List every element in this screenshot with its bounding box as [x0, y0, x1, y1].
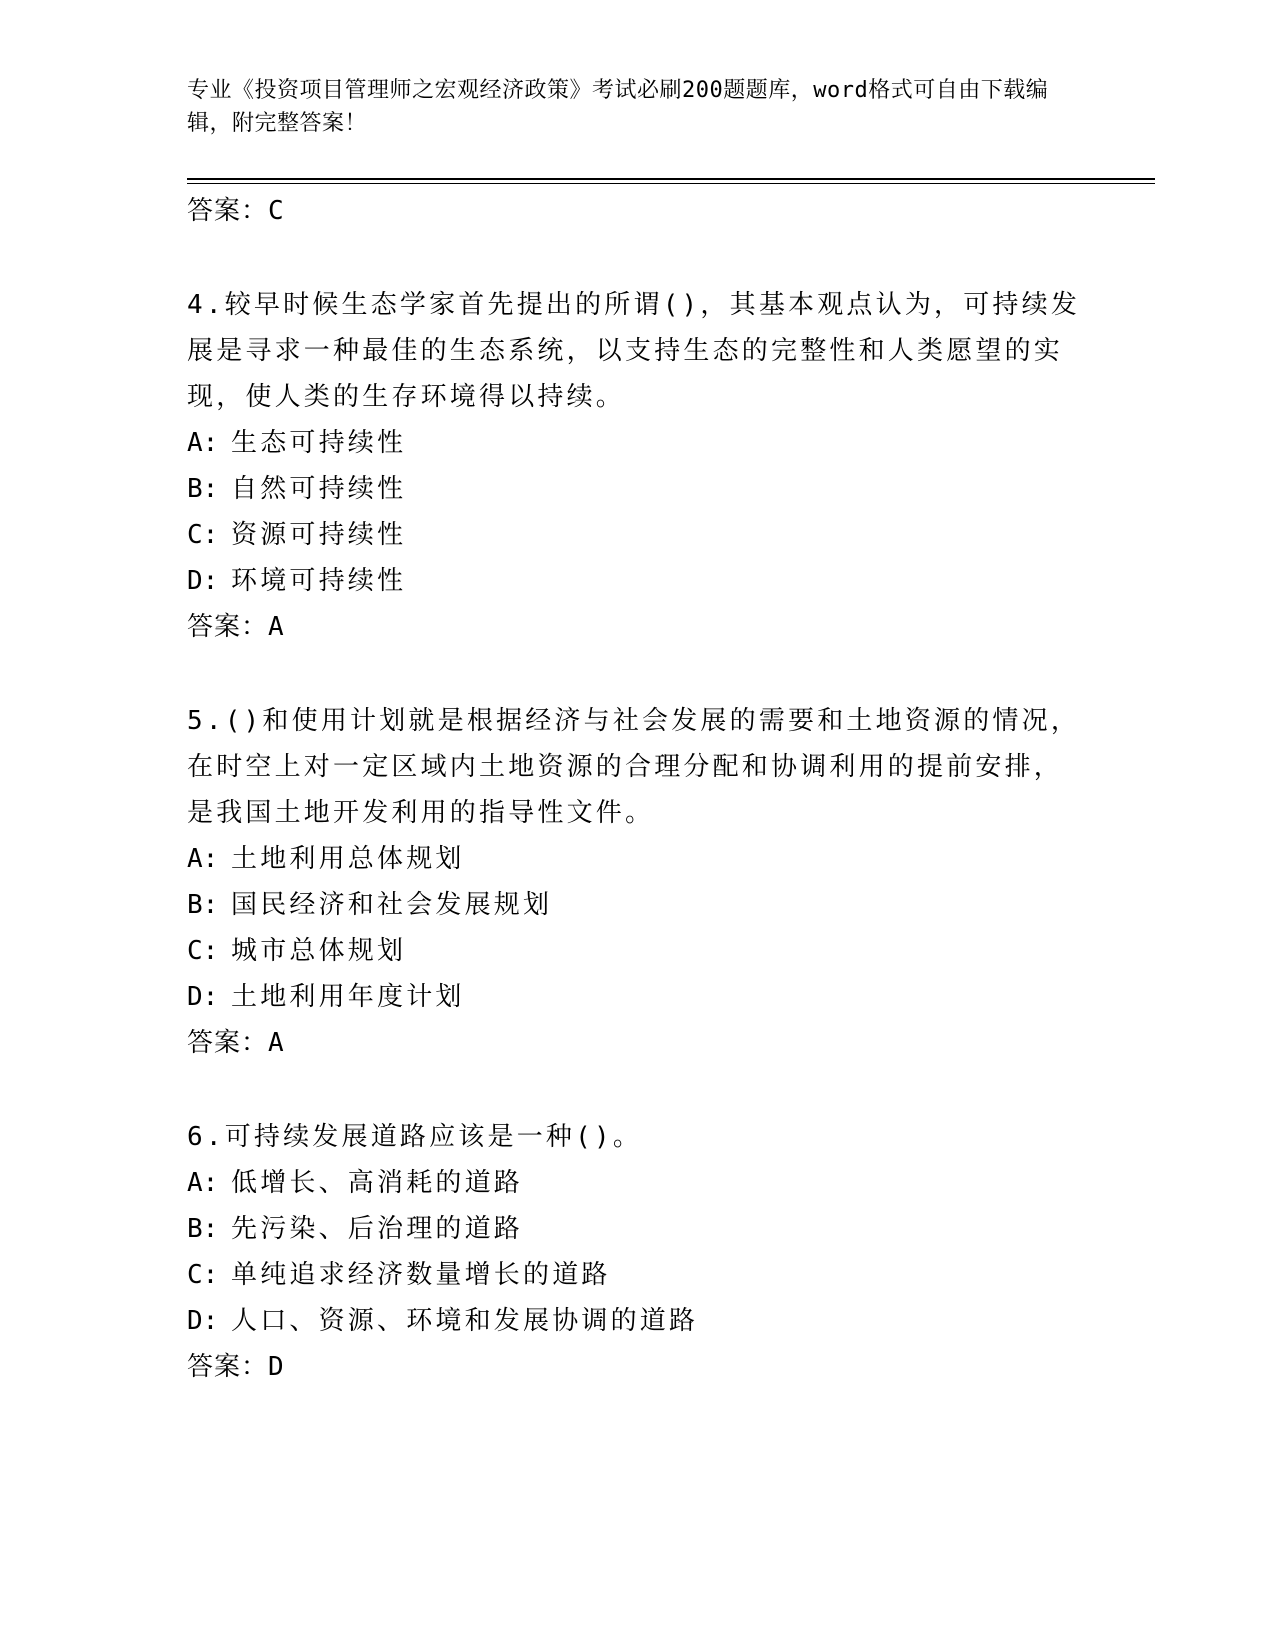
answer-line [187, 1344, 1087, 1390]
answer-label: 答案： [187, 1028, 269, 1058]
option-key: A: [187, 1168, 219, 1198]
option-key: D: [187, 566, 219, 596]
answer-label: 答案： [187, 196, 269, 226]
option-a [187, 420, 1087, 466]
option-text: 土地利用总体规划 [231, 844, 465, 874]
option-text: 自然可持续性 [231, 474, 407, 504]
option-c [187, 928, 1087, 974]
answer-value: D [268, 1352, 285, 1382]
document-body [187, 188, 1087, 1390]
answer-line [187, 188, 1087, 234]
option-text: 环境可持续性 [231, 566, 407, 596]
option-key: B: [187, 474, 219, 504]
question-text: 4.较早时候生态学家首先提出的所谓()，其基本观点认为，可持续发展是寻求一种最佳的生态系统，以支持生态的完整性和人类愿望的实现，使人类的生存环境得以持续。 [187, 290, 1081, 412]
option-key: C: [187, 936, 219, 966]
question-block [187, 282, 1087, 650]
option-c [187, 1252, 1087, 1298]
option-key: A: [187, 844, 219, 874]
option-d [187, 1298, 1087, 1344]
answer-line [187, 604, 1087, 650]
option-text: 单纯追求经济数量增长的道路 [231, 1260, 611, 1290]
option-text: 低增长、高消耗的道路 [231, 1168, 524, 1198]
option-text: 国民经济和社会发展规划 [231, 890, 553, 920]
answer-label: 答案： [187, 612, 269, 642]
question-text: 6.可持续发展道路应该是一种()。 [187, 1122, 643, 1152]
question-text: 5.()和使用计划就是根据经济与社会发展的需要和土地资源的情况，在时空上对一定区域内土地资源的合理分配和协调利用的提前安排，是我国土地开发利用的指导性文件。 [187, 706, 1081, 828]
option-key: C: [187, 1260, 219, 1290]
option-key: B: [187, 1214, 219, 1244]
answer-line [187, 1020, 1087, 1066]
answer-value: A [268, 1028, 285, 1058]
option-b [187, 882, 1087, 928]
option-text: 生态可持续性 [231, 428, 407, 458]
option-b [187, 466, 1087, 512]
option-key: B: [187, 890, 219, 920]
question-block [187, 698, 1087, 1066]
answer-value: A [268, 612, 285, 642]
question-block [187, 1114, 1087, 1390]
option-text: 土地利用年度计划 [231, 982, 465, 1012]
header-rule-thick [187, 178, 1155, 180]
option-b [187, 1206, 1087, 1252]
option-key: D: [187, 1306, 219, 1336]
option-text: 先污染、后治理的道路 [231, 1214, 524, 1244]
option-key: D: [187, 982, 219, 1012]
option-key: A: [187, 428, 219, 458]
answer-value: C [268, 196, 285, 226]
page-header: 专业《投资项目管理师之宏观经济政策》考试必刷200题题库，word格式可自由下载编辑，附完整答案！ [187, 78, 1049, 136]
answer-label: 答案： [187, 1352, 269, 1382]
option-a [187, 1160, 1087, 1206]
header-rule-thin [187, 183, 1155, 184]
option-d [187, 558, 1087, 604]
option-c [187, 512, 1087, 558]
option-key: C: [187, 520, 219, 550]
option-text: 资源可持续性 [231, 520, 407, 550]
option-d [187, 974, 1087, 1020]
option-a [187, 836, 1087, 882]
option-text: 城市总体规划 [231, 936, 407, 966]
option-text: 人口、资源、环境和发展协调的道路 [231, 1306, 699, 1336]
